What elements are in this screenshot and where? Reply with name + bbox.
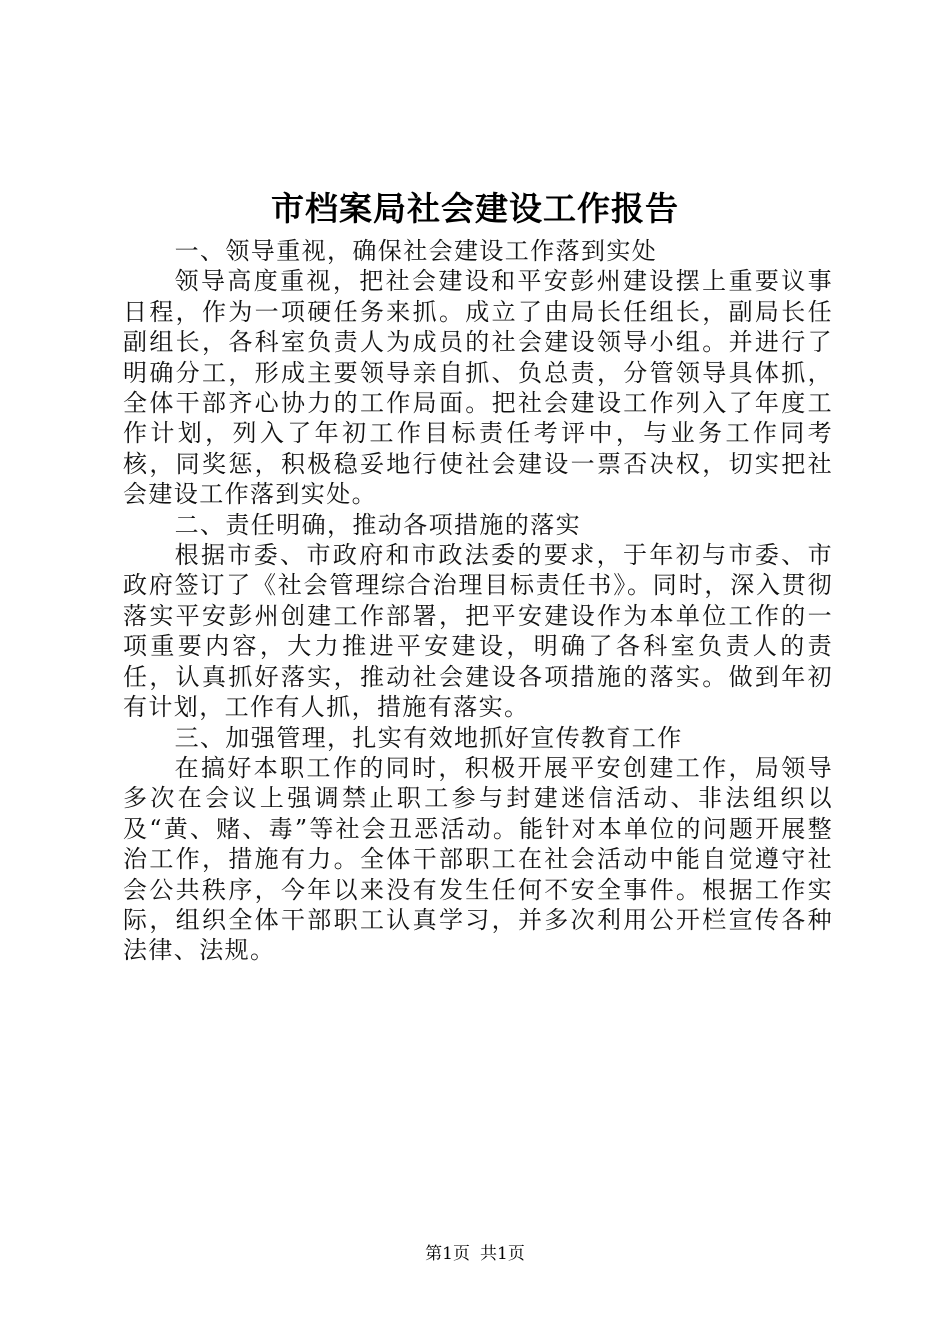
page-total: 共1页: [480, 1244, 525, 1264]
document-title: 市档案局社会建设工作报告: [271, 189, 679, 228]
paragraph-1: 领导高度重视，把社会建设和平安彭州建设摆上重要议事日程，作为一项硬任务来抓。成立了由局长任组长，副局长任副组长，各科室负责人为成员的社会建设领导小组。并进行了明确分工，形成主要领导亲自抓、负总责，分管领导具体抓，全体干部齐心协力的工作局面。把社会建设工作列入了年度工作计划，列入了年初工作目标责任考评中，与业务工作同考核，同奖惩，积极稳妥地行使社会建设一票否决权，切实把社会建设工作落到实处。: [123, 267, 833, 509]
page-number: 第1页: [425, 1244, 470, 1264]
document-body: [123, 236, 833, 966]
section-heading-3: 三、加强管理，扎实有效地抓好宣传教育工作: [174, 723, 683, 752]
paragraph-3: 在搞好本职工作的同时，积极开展平安创建工作，局领导多次在会议上强调禁止职工参与封建迷信活动、非法组织以及“黄、赌、毒”等社会丑恶活动。能针对本单位的问题开展整治工作，措施有力。全体干部职工在社会活动中能自觉遵守社会公共秩序，今年以来没有发生任何不安全事件。根据工作实际，组织全体干部职工认真学习，并多次利用公开栏宣传各种法律、法规。: [123, 753, 833, 965]
section-heading-2: 二、责任明确，推动各项措施的落实: [174, 510, 581, 539]
section-heading-1: 一、领导重视，确保社会建设工作落到实处: [174, 237, 658, 265]
page-footer: [0, 1242, 950, 1266]
paragraph-2: 根据市委、市政府和市政法委的要求，于年初与市委、市政府签订了《社会管理综合治理目标责任书》。同时，深入贯彻落实平安彭州创建工作部署，把平安建设作为本单位工作的一项重要内容，大力推进平安建设，明确了各科室负责人的责任，认真抓好落实，推动社会建设各项措施的落实。做到年初有计划，工作有人抓，措施有落实。: [123, 541, 833, 722]
